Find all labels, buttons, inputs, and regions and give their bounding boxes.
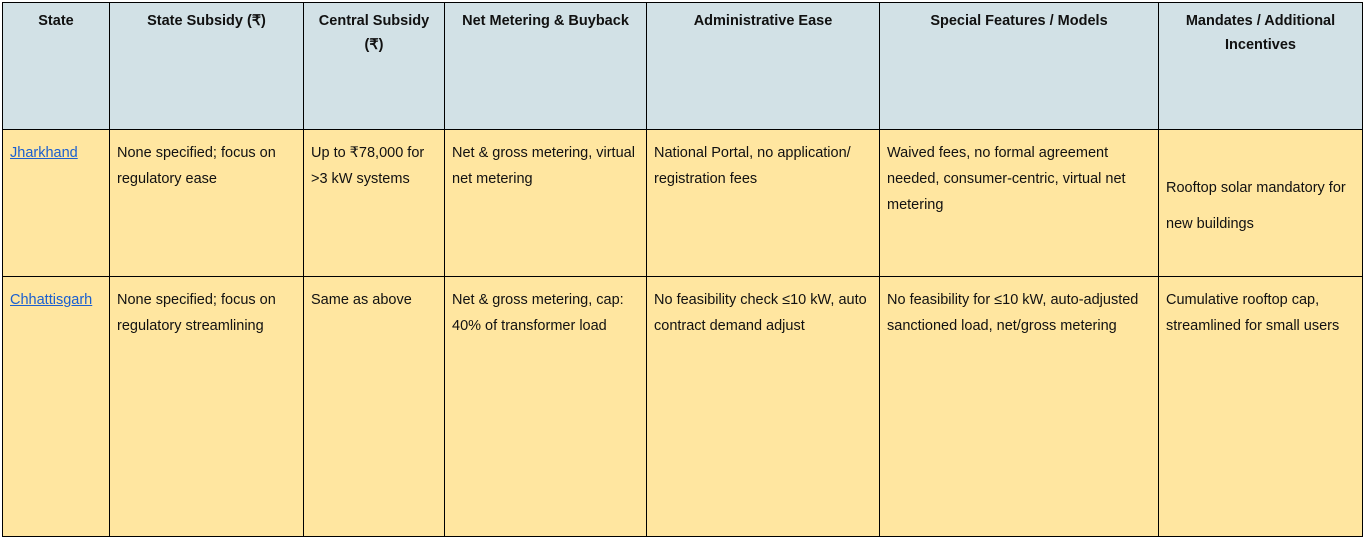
- cell-central-subsidy: Same as above: [304, 277, 445, 537]
- cell-admin-ease: No feasibility check ≤10 kW, auto contract demand adjust: [647, 277, 880, 537]
- cell-net-metering: Net & gross metering, cap: 40% of transformer load: [445, 277, 647, 537]
- state-link-jharkhand[interactable]: Jharkhand: [10, 145, 78, 161]
- cell-mandates: [1159, 130, 1363, 277]
- cell-state: [3, 130, 110, 277]
- header-special-features: Special Features / Models: [880, 3, 1159, 130]
- cell-central-subsidy: Up to ₹78,000 for >3 kW systems: [304, 130, 445, 277]
- state-link-chhattisgarh[interactable]: Chhattisgarh: [10, 292, 93, 308]
- header-admin-ease: Administrative Ease: [647, 3, 880, 130]
- cell-state: [3, 277, 110, 537]
- header-state-subsidy: State Subsidy (₹): [110, 3, 304, 130]
- header-mandates: Mandates / Additional Incentives: [1159, 3, 1363, 130]
- table-row: [3, 277, 1363, 537]
- table-row: [3, 130, 1363, 277]
- cell-admin-ease: National Portal, no application/ registration fees: [647, 130, 880, 277]
- cell-state-subsidy: None specified; focus on regulatory streamlining: [110, 277, 304, 537]
- cell-net-metering: Net & gross metering, virtual net metering: [445, 130, 647, 277]
- cell-special-features: No feasibility for ≤10 kW, auto-adjusted sanctioned load, net/gross metering: [880, 277, 1159, 537]
- header-net-metering: Net Metering & Buyback: [445, 3, 647, 130]
- header-state: State: [3, 3, 110, 130]
- header-row: [3, 3, 1363, 130]
- cell-state-subsidy: None specified; focus on regulatory ease: [110, 130, 304, 277]
- cell-mandates: Cumulative rooftop cap, streamlined for small users: [1159, 277, 1363, 537]
- mandates-text: Rooftop solar mandatory for new buildings: [1166, 180, 1346, 232]
- subsidy-comparison-table: [2, 2, 1363, 537]
- header-central-subsidy: Central Subsidy (₹): [304, 3, 445, 130]
- cell-special-features: Waived fees, no formal agreement needed, consumer-centric, virtual net metering: [880, 130, 1159, 277]
